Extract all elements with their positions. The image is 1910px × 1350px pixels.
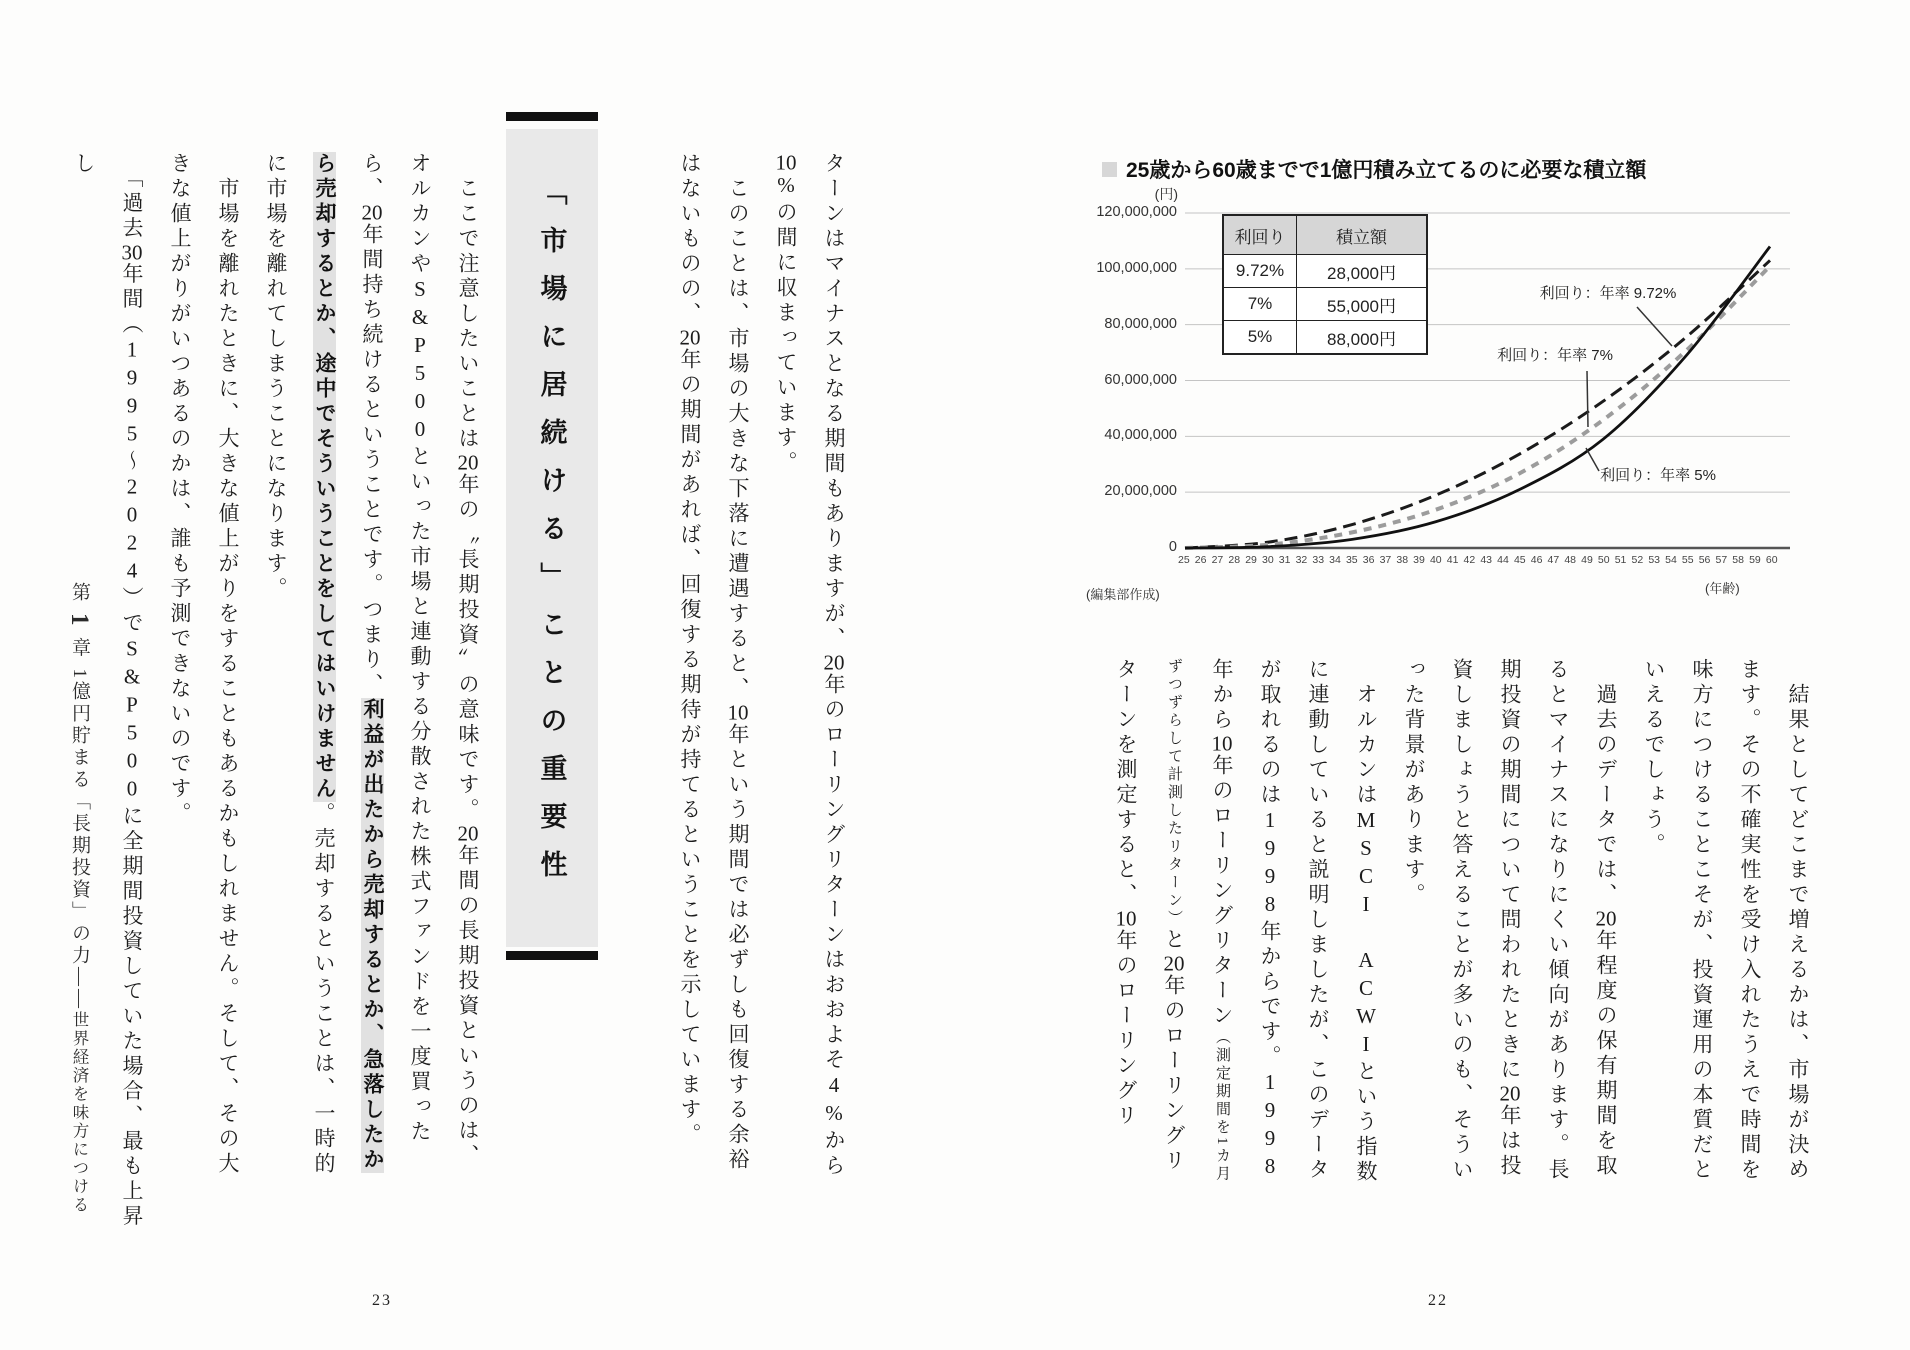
left-page-body-lower [156, 152, 492, 1180]
x-tick-label: 53 [1648, 554, 1660, 566]
section-heading-band [506, 129, 598, 947]
x-tick-label: 46 [1530, 554, 1543, 566]
y-tick-label: 120,000,000 [1096, 204, 1177, 220]
cell-yield: 7% [1223, 288, 1297, 321]
paragraph: ターンはマイナスとなる期間もありますが、20年のローリングリターンはおおよそ4%から10%の間に収まっています。 [774, 152, 846, 1179]
x-tick-label: 48 [1564, 554, 1577, 566]
y-tick-label: 0 [1168, 539, 1177, 555]
x-tick-label: 44 [1497, 554, 1509, 566]
heading-bottom-bar [506, 951, 598, 960]
x-tick-label: 41 [1446, 554, 1459, 566]
paragraph: 結果としてどこまで増えるかは、市場が決めます。その不確実性を受け入れたうえで時間を味方につけることこそが、投資運用の本質だといえるでしょう。 [1642, 658, 1810, 1183]
x-tick-label: 49 [1581, 554, 1593, 566]
x-tick-label: 60 [1765, 554, 1778, 566]
chapter-number: 1 [66, 613, 93, 638]
paragraph: 市場を離れたときに、大きな値上がりをすることもあるかもしれません。そして、その大きな値上がりがいつあるのかは、誰も予測できないのです。 [168, 152, 240, 1177]
curve-label-7: 利回り：年率 7% [1497, 347, 1613, 364]
yield-table [1222, 214, 1428, 355]
x-tick-label: 58 [1732, 554, 1744, 566]
x-tick-label: 47 [1547, 554, 1560, 566]
paragraph: ここで注意したいことは20年の〝長期投資〟の意味です。20年間の長期投資というのは、オルカンやS&P500といった市場と連動する分散された株式ファンドを一度買ったら、20年間持ち続けるということです。つまり、利益が出たから売却するとか、急落したから売却するとか、途中でそういうことをしてはいけません。売却するということは、一時的に市場を離れてしまうことになります。 [264, 152, 480, 1177]
x-tick-label: 55 [1681, 554, 1694, 566]
x-tick-label: 32 [1295, 554, 1308, 566]
x-tick-label: 45 [1513, 554, 1526, 566]
chart-source-credit: (編集部作成) [1086, 587, 1160, 602]
right-page-body [1100, 658, 1822, 1190]
y-tick-label: 20,000,000 [1104, 483, 1177, 500]
cell-contribution: 55,000円 [1297, 288, 1428, 321]
x-tick-label: 57 [1715, 554, 1728, 566]
x-tick-label: 25 [1178, 554, 1190, 566]
table-row [1223, 288, 1427, 321]
chapter-title-dash: ―― [69, 967, 90, 1011]
x-tick-label: 30 [1261, 554, 1274, 566]
x-tick-label: 37 [1379, 554, 1392, 566]
x-tick-label: 59 [1749, 554, 1761, 566]
x-tick-label: 35 [1345, 554, 1358, 566]
chapter-number-suffix: 章 [69, 637, 90, 669]
section-heading: 「市場に居続ける」ことの重要性 [536, 178, 567, 898]
curve-label-5: 利回り：年率 5% [1600, 467, 1716, 484]
curve-label-9-72: 利回り：年率 9.72% [1539, 285, 1677, 302]
x-tick-label: 56 [1698, 554, 1711, 566]
x-tick-label: 33 [1312, 554, 1325, 566]
table-row [1223, 321, 1427, 355]
paragraph: 「過去30年間（1995〜2024）でS&P500に全期間投資していた場合、最も上昇し [72, 152, 144, 1230]
cell-contribution: 28,000円 [1297, 255, 1428, 288]
x-tick-label: 43 [1480, 554, 1493, 566]
y-tick-label: 100,000,000 [1096, 259, 1177, 276]
y-tick-label: 40,000,000 [1104, 427, 1177, 444]
x-tick-label: 28 [1228, 554, 1241, 566]
paragraph: オルカンはMSCI ACWIという指数に連動していると説明しましたが、このデータが取れるのは1998年からです。1998年から10年のローリングリターン（測定期間を1カ月ずつずらして計測したリターン）と20年のローリングリターンを測定すると、10年のローリングリ [1114, 658, 1378, 1185]
x-tick-label: 42 [1463, 554, 1476, 566]
cell-contribution: 88,000円 [1297, 321, 1428, 355]
cell-yield: 9.72% [1223, 255, 1297, 288]
x-tick-label: 39 [1413, 554, 1425, 566]
paragraph: 過去のデータでは、20年程度の保有期間を取るとマイナスになりにくい傾向があります。長期投資の期間について問われたときに20年は投資しましょうと答えることが多いのも、そういった背景があります。 [1402, 658, 1618, 1183]
table-header-row [1223, 215, 1427, 255]
paragraph: このことは、市場の大きな下落に遭遇すると、10年という期間では必ずしも回復する余裕はないものの、20年の期間があれば、回復する期待が持てるということを示しています。 [678, 152, 750, 1173]
page-number-right: 22 [1428, 1292, 1448, 1309]
chart-title: 25歳から60歳までで1億円積み立てるのに必要な積立額 [1126, 159, 1647, 182]
x-tick-label: 50 [1597, 554, 1610, 566]
x-axis-unit: (年齢) [1705, 581, 1740, 596]
col-header-contribution: 積立額 [1297, 215, 1428, 255]
x-tick-label: 27 [1211, 554, 1224, 566]
cell-yield: 5% [1223, 321, 1297, 355]
x-tick-label: 26 [1194, 554, 1207, 566]
y-axis-unit: (円) [1154, 186, 1178, 202]
x-tick-label: 51 [1614, 554, 1627, 566]
x-tick-label: 34 [1329, 554, 1341, 566]
accumulation-chart [1080, 140, 1810, 630]
chapter-number-prefix: 第 [69, 582, 90, 613]
x-tick-label: 36 [1362, 554, 1375, 566]
col-header-yield: 利回り [1223, 215, 1297, 255]
x-tick-label: 40 [1429, 554, 1442, 566]
left-page-body-upper [658, 152, 858, 1180]
chapter-subtitle: 世界経済を味方につける [70, 1011, 89, 1215]
x-tick-label: 29 [1245, 554, 1257, 566]
x-tick-label: 54 [1665, 554, 1677, 566]
heading-top-bar [506, 112, 598, 121]
chart-title-row [1102, 154, 1646, 184]
y-tick-label: 80,000,000 [1104, 315, 1177, 332]
page-number-left: 23 [372, 1292, 392, 1309]
x-tick-label: 52 [1631, 554, 1644, 566]
chapter-title: 1億円貯まる「長期投資」の力 [69, 668, 90, 967]
x-axis-labels [1178, 554, 1778, 566]
x-tick-label: 38 [1396, 554, 1409, 566]
table-row [1223, 255, 1427, 288]
y-tick-label: 60,000,000 [1104, 371, 1177, 388]
x-tick-label: 31 [1278, 554, 1291, 566]
title-square-icon [1102, 162, 1117, 177]
